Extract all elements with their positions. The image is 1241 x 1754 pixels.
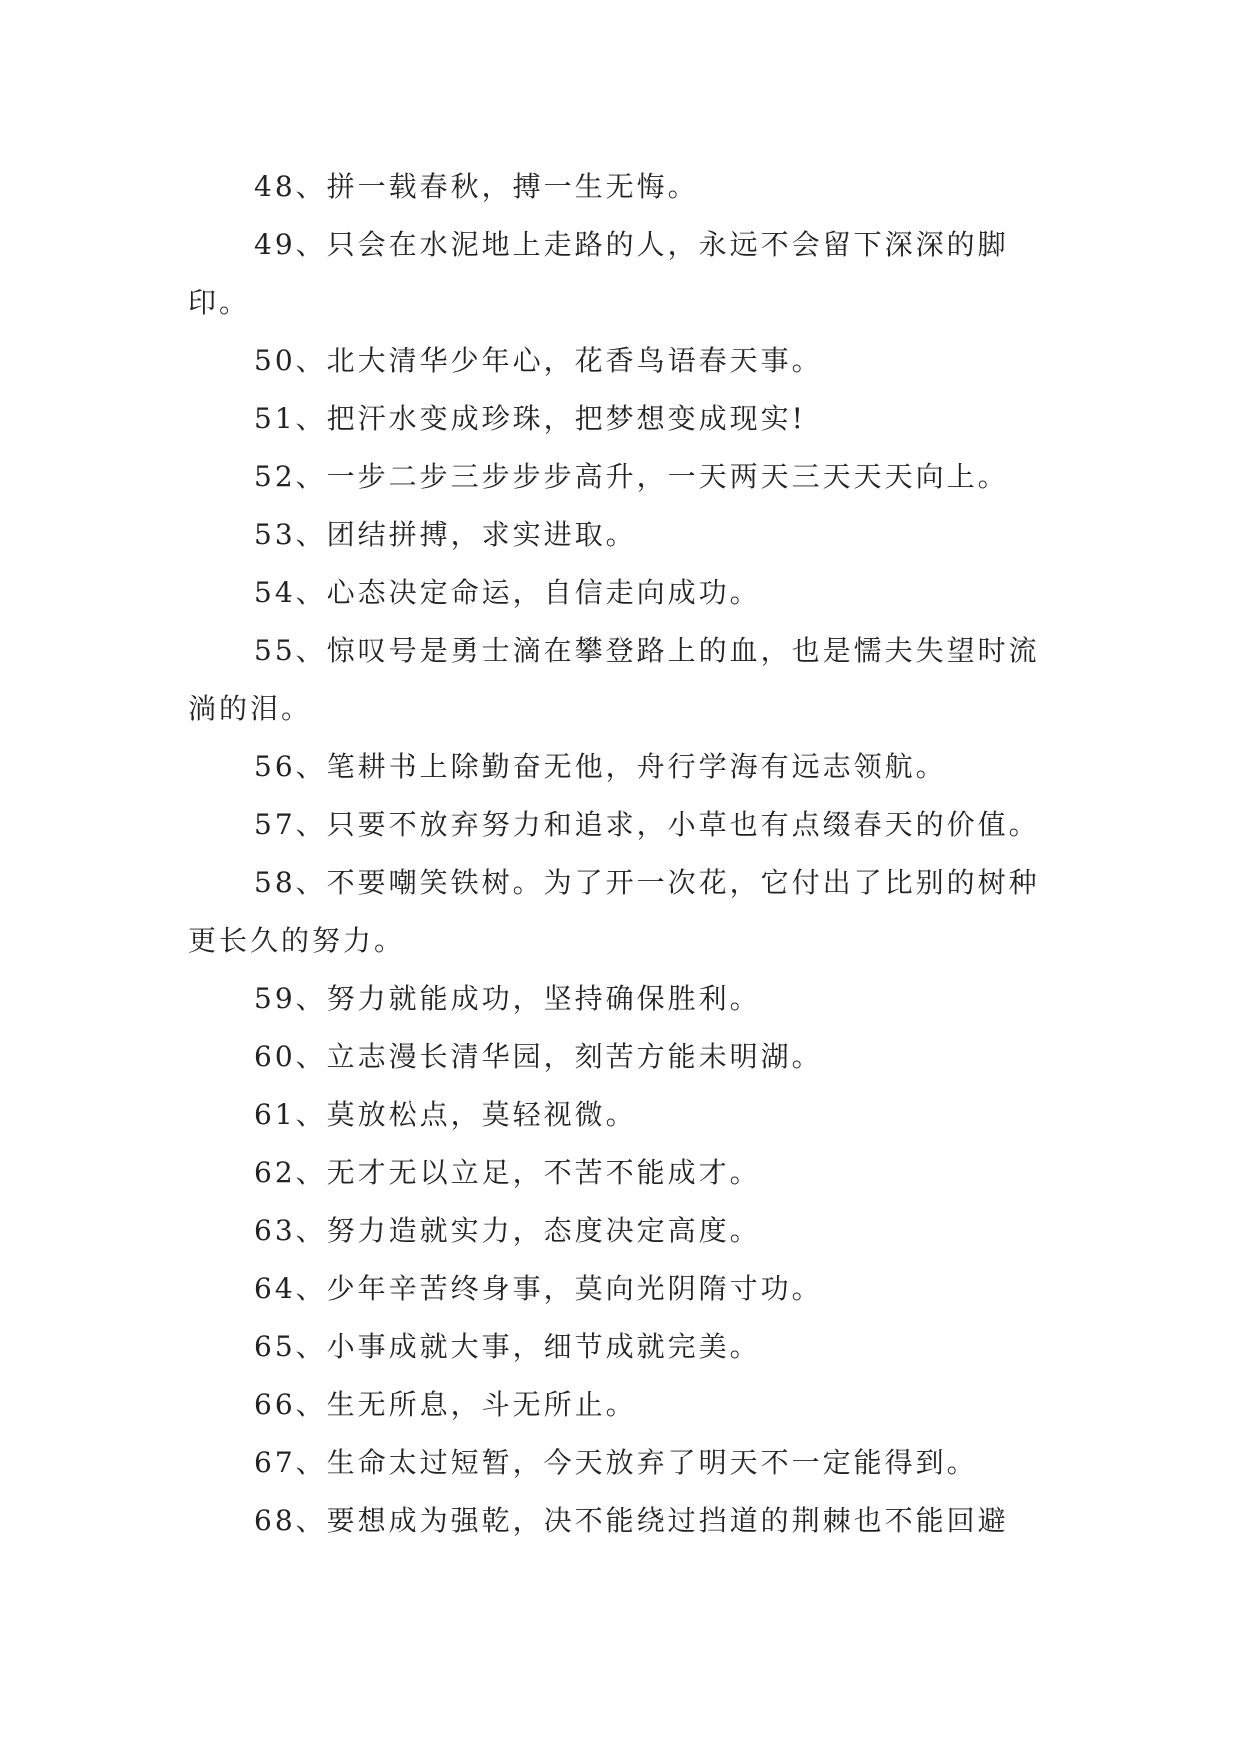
paragraph-65: 65、小事成就大事，细节成就完美。: [254, 1330, 761, 1363]
paragraph-48: 48、拼一载春秋，搏一生无悔。: [254, 170, 699, 203]
paragraph-60: 60、立志漫长清华园，刻苦方能未明湖。: [254, 1040, 823, 1073]
paragraph-56: 56、笔耕书上除勤奋无他，舟行学海有远志领航。: [254, 750, 947, 783]
paragraph-54: 54、心态决定命运，自信走向成功。: [254, 576, 761, 609]
paragraph-61: 61、莫放松点，莫轻视微。: [254, 1098, 637, 1131]
paragraph-53: 53、团结拼搏，求实进取。: [254, 518, 637, 551]
paragraph-52: 52、一步二步三步步步高升，一天两天三天天天向上。: [254, 460, 1009, 493]
paragraph-62: 62、无才无以立足，不苦不能成才。: [254, 1156, 761, 1189]
paragraph-59: 59、努力就能成功，坚持确保胜利。: [254, 982, 761, 1015]
paragraph-55: 55、惊叹号是勇士滴在攀登路上的血，也是懦夫失望时流淌的泪。: [188, 634, 1040, 725]
paragraph-68: 68、要想成为强乾，决不能绕过挡道的荆棘也不能回避: [254, 1504, 1009, 1537]
paragraph-57: 57、只要不放弃努力和追求，小草也有点缀春天的价值。: [254, 808, 1040, 841]
paragraph-51: 51、把汗水变成珍珠，把梦想变成现实!: [254, 402, 806, 435]
document-body: [188, 158, 1058, 1550]
paragraph-63: 63、努力造就实力，态度决定高度。: [254, 1214, 761, 1247]
paragraph-64: 64、少年辛苦终身事，莫向光阴隋寸功。: [254, 1272, 823, 1305]
paragraph-49: 49、只会在水泥地上走路的人，永远不会留下深深的脚印。: [188, 228, 1009, 319]
paragraph-58: 58、不要嘲笑铁树。为了开一次花，它付出了比别的树种更长久的努力。: [188, 866, 1040, 957]
paragraph-66: 66、生无所息，斗无所止。: [254, 1388, 637, 1421]
paragraph-67: 67、生命太过短暂，今天放弃了明天不一定能得到。: [254, 1446, 978, 1479]
paragraph-50: 50、北大清华少年心，花香鸟语春天事。: [254, 344, 823, 377]
